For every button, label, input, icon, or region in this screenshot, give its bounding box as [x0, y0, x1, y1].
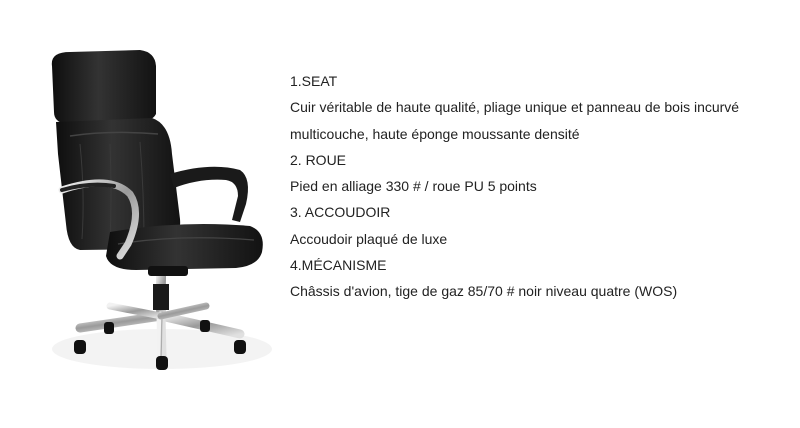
spec-heading-wheel: 2. ROUE [290, 151, 347, 168]
office-chair-illustration [40, 44, 280, 379]
spec-list [290, 68, 790, 305]
spec-body-armrest: Accoudoir plaqué de luxe [290, 230, 448, 247]
office-chair-image [40, 44, 280, 379]
spec-heading-armrest: 3. ACCOUDOIR [290, 204, 391, 221]
spec-heading-seat: 1.SEAT [290, 73, 338, 89]
spec-body-mechanism: Châssis d'avion, tige de gaz 85/70 # noir niveau quatre (WOS) [290, 283, 678, 300]
spec-body-seat-line1: Cuir véritable de haute qualité, pliage unique et panneau de bois incurvé [290, 99, 740, 116]
spec-heading-mechanism: 4.MÉCANISME [290, 257, 387, 274]
spec-body-wheel: Pied en alliage 330 # / roue PU 5 points [290, 178, 537, 195]
spec-body-seat-line2: multicouche, haute éponge moussante densité [290, 125, 580, 142]
